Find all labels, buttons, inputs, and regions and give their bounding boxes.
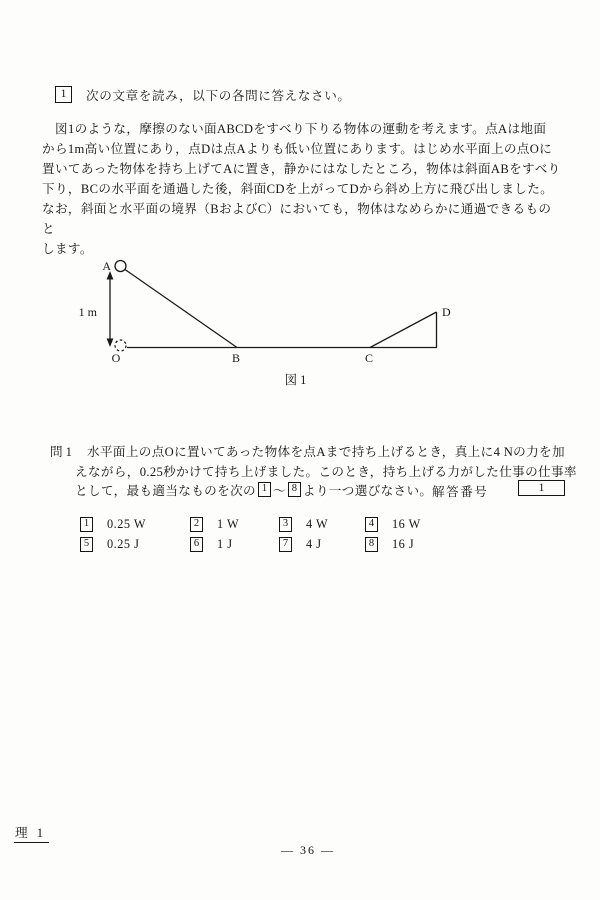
choice-4-number-box: 4 — [365, 517, 378, 532]
choice-8-value: 16 J — [392, 536, 415, 551]
section-heading — [55, 85, 351, 104]
choice-5-value: 0.25 J — [107, 536, 140, 551]
footer-subject-label: 理 1 — [14, 822, 49, 843]
answer-number-label: 解答番号 — [432, 485, 489, 499]
choice-8-number-box: 8 — [365, 537, 378, 552]
choice-8 — [363, 534, 483, 554]
point-label-o: O — [111, 351, 121, 365]
arrowhead-down-icon — [107, 339, 114, 348]
question1-line2: えながら，0.25秒かけて持ち上げました。このとき，持ち上げる力がした仕事の仕事率 — [75, 464, 577, 479]
question1-line3-post: より一つ選びなさい。 — [302, 483, 433, 498]
section-heading-text: 次の文章を読み，以下の各問に答えなさい。 — [86, 89, 351, 103]
choice-3 — [277, 514, 363, 534]
paragraph-line: 置いてあった物体を持ち上げてAに置き，静かにはなしたところ，物体は斜面ABをすべり — [42, 162, 561, 176]
question1-line1: 水平面上の点Oに置いてあった物体を点Aまで持ち上げるとき，真上に4 Nの力を加 — [87, 445, 565, 459]
choice-4 — [363, 514, 483, 534]
choice-range-start-box: 1 — [258, 482, 271, 497]
choice-3-value: 4 W — [306, 516, 329, 531]
ball-at-a — [115, 261, 126, 272]
answer-number-box: 1 — [518, 480, 565, 496]
paragraph-line: 下り，BCの水平面を通過した後，斜面CDを上がってDから斜め上方に飛び出しました。 — [42, 182, 554, 196]
choice-1 — [78, 514, 188, 534]
choice-4-value: 16 W — [392, 516, 421, 531]
choice-range-tilde: ～ — [272, 483, 286, 498]
ball-at-o-dashed — [115, 340, 126, 351]
section-number-box: 1 — [55, 86, 72, 103]
figure-1-diagram — [0, 250, 600, 398]
figure-caption: 図1 — [284, 373, 310, 387]
choice-1-value: 0.25 W — [107, 516, 146, 531]
slope-cd — [370, 312, 437, 348]
choice-5-number-box: 5 — [80, 537, 93, 552]
choice-6-number-box: 6 — [190, 537, 203, 552]
paragraph-line: から1m高い位置にあり，点Dは点Aよりも低い位置にあります。はじめ水平面上の点Oに — [42, 142, 553, 156]
point-label-b: B — [231, 351, 241, 365]
choice-2-value: 1 W — [217, 516, 240, 531]
question1-line3 — [75, 480, 432, 499]
answer-choices — [78, 514, 483, 554]
paragraph-line: 図1のような，摩擦のない面ABCDをすべり下りる物体の運動を考えます。点Aは地面 — [55, 122, 547, 136]
slope-ab — [125, 270, 237, 348]
choice-7 — [277, 534, 363, 554]
problem-statement — [42, 119, 562, 259]
choice-7-value: 4 J — [306, 536, 322, 551]
point-label-c: C — [364, 351, 374, 365]
choice-6-value: 1 J — [217, 536, 233, 551]
choice-1-number-box: 1 — [80, 517, 93, 532]
choice-6 — [188, 534, 277, 554]
point-label-d: D — [442, 305, 451, 319]
paragraph-line: します。 — [42, 242, 93, 256]
paragraph-line: なお，斜面と水平面の境界（BおよびC）においても，物体はなめらかに通過できるものと — [42, 202, 552, 236]
choice-range-end-box: 8 — [288, 482, 301, 497]
choice-2 — [188, 514, 277, 534]
question1-label: 問1 — [50, 445, 75, 459]
choice-5 — [78, 534, 188, 554]
page-number: — 36 — — [281, 843, 335, 857]
choice-2-number-box: 2 — [190, 517, 203, 532]
question1-line3-pre: として，最も適当なものを次の — [75, 483, 256, 498]
choice-3-number-box: 3 — [279, 517, 292, 532]
choice-7-number-box: 7 — [279, 537, 292, 552]
point-label-a: A — [102, 259, 111, 273]
height-label: 1 m — [78, 305, 97, 319]
